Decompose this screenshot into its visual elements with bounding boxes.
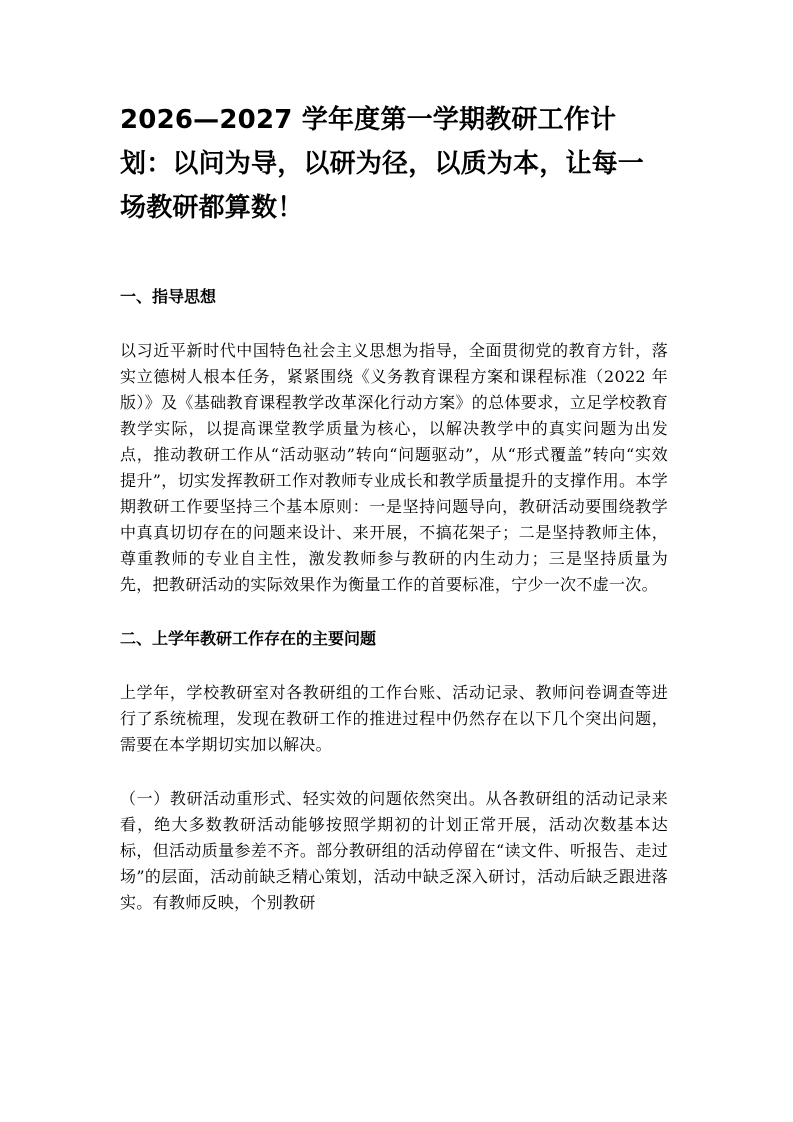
document-title: 2026—2027 学年度第一学期教研工作计划：以问为导，以研为径，以质为本，让每一场教研都算数！ xyxy=(120,105,645,223)
paragraph-problem-one: （一）教研活动重形式、轻实效的问题依然突出。从各教研组的活动记录来看，绝大多数教研活动能够按照学期初的计划正常开展，活动次数基本达标，但活动质量参差不齐。部分教研组的活动停留在“读文件、听报告、走过场”的层面，活动前缺乏精心策划，活动中缺乏深入研讨，活动后缺乏跟进落实。有教师反映，个别教研 xyxy=(120,789,668,912)
paragraph-problems-intro: 上学年，学校教研室对各教研组的工作台账、活动记录、教师问卷调查等进行了系统梳理，发现在教研工作的推进过程中仍然存在以下几个突出问题，需要在本学期切实加以解决。 xyxy=(120,683,668,754)
document-body xyxy=(120,98,668,916)
paragraph-guiding-ideology: 以习近平新时代中国特色社会主义思想为指导，全面贯彻党的教育方针，落实立德树人根本任务，紧紧围绕《义务教育课程方案和课程标准（2022 年版）》及《基础教育课程教学改革深化行动方案》的总体要求，立足学校教育教学实际，以提高课堂教学质量为核心，以解决教学中的真实问题为出发点，推动教研工作从“活动驱动”转向“问题驱动”，从“形式覆盖”转向“实效提升”，切实发挥教研工作对教师专业成长和教学质量提升的支撑作用。本学期教研工作要坚持三个基本原则：一是坚持问题导向，教研活动要围绕教学中真真切切存在的问题来设计、来开展，不搞花架子；二是坚持教师主体，尊重教师的专业自主性，激发教师参与教研的内生动力；三是坚持质量为先，把教研活动的实际效果作为衡量工作的首要标准，宁少一次不虚一次。 xyxy=(120,341,668,594)
section-heading-main-problems: 二、上学年教研工作存在的主要问题 xyxy=(120,629,377,648)
section-heading-guiding-ideology: 一、指导思想 xyxy=(120,287,217,306)
